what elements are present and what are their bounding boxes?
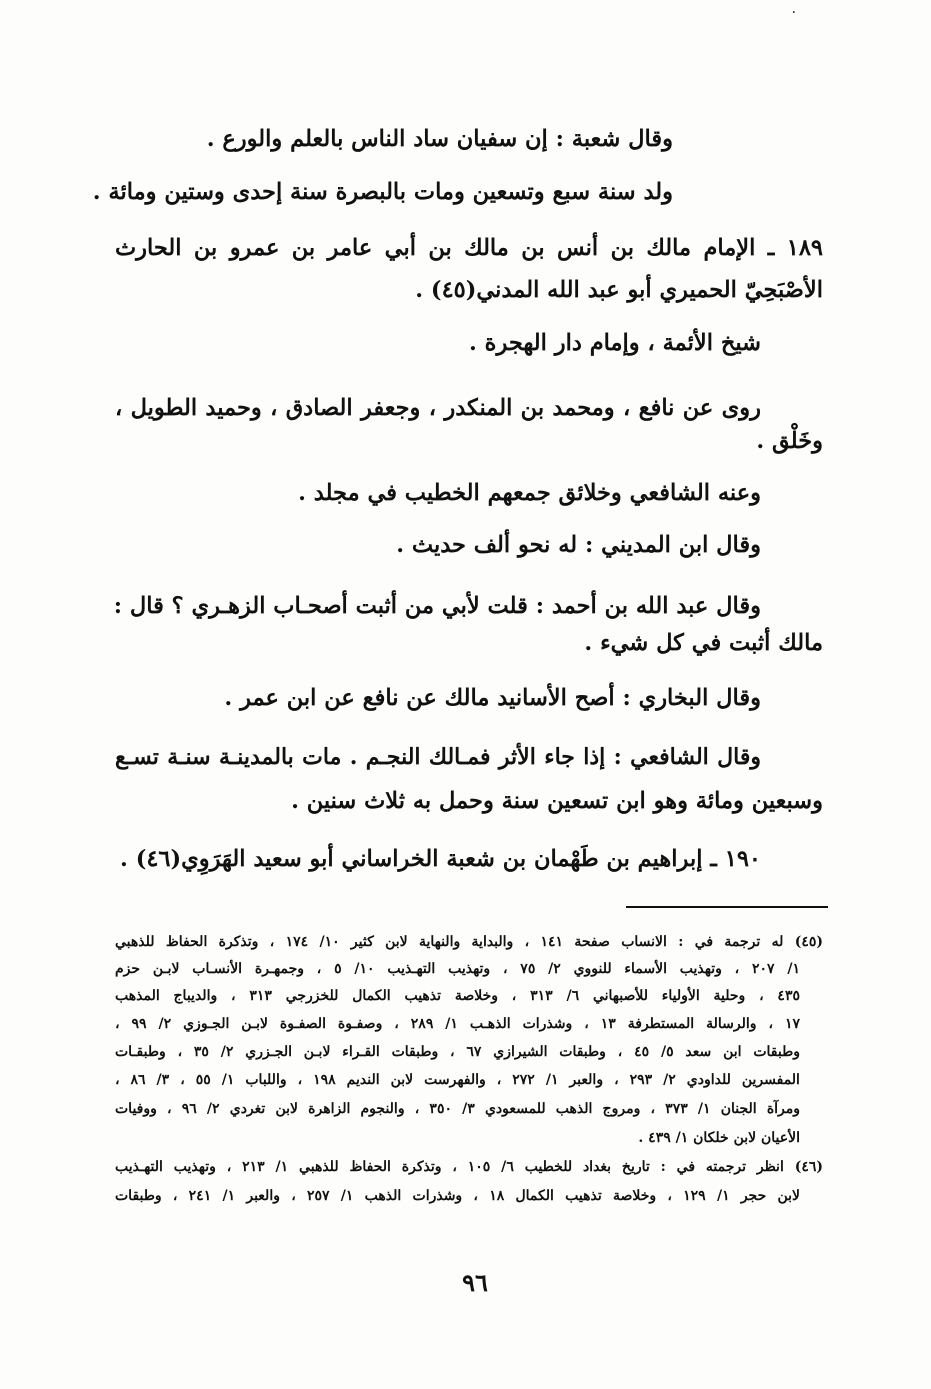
- footnote-line: ١٧ ، والرسالة المستطرفة ١٣ ، وشذرات الذهـب ١/ ٢٨٩ ، وصفـوة الصفـوة لابـن الجـوزي ٢/ ٩٩ ،: [115, 1016, 800, 1032]
- footnote-line: (٤٦) انظر ترجمته في : تاريخ بغداد للخطيب ٦/ ١٠٥ ، وتذكرة الحفاظ للذهبي ١/ ٢١٣ ، وتهذيب التهـذيب: [115, 1159, 823, 1175]
- body-line: وقال ابن المديني : له نحو ألف حديث .: [396, 532, 761, 558]
- body-line: وقال الشافعي : إذا جاء الأثر فمـالك النجـم . مات بالمدينـة سنـة تسـع: [115, 744, 761, 770]
- footnote-line: الأعيان لابن خلكان ١/ ٤٣٩ .: [638, 1130, 800, 1146]
- footnote-line: (٤٥) له ترجمة في : الانساب صفحة ١٤١ ، والبداية والنهاية لابن كثير ١٠/ ١٧٤ ، وتذكرة الحفاظ للذهبي: [115, 934, 823, 950]
- footnote-separator: [626, 906, 828, 908]
- footnote-line: ومرآة الجنان ١/ ٣٧٣ ، ومروج الذهب للمسعودي ٣/ ٣٥٠ ، والنجوم الزاهرة لابن تغردي ٢/ ٩٦ ، ووفيات: [115, 1101, 801, 1117]
- footnote-line: المفسرين للداودي ٢/ ٢٩٣ ، والعبر ١/ ٢٧٢ ، والفهرست لابن النديم ١٩٨ ، واللباب ١/ ٥٥ ، ٣/ ٨٦ ،: [115, 1072, 800, 1088]
- page-number: ٩٦: [462, 1268, 488, 1297]
- corner-mark: ٠: [790, 4, 798, 20]
- body-line: روى عن نافع ، ومحمد بن المنكدر ، وجعفر الصادق ، وحميد الطويل ،: [115, 395, 761, 421]
- body-line: ١٩٠ ـ إبراهيم بن طَهْمان بن شعبة الخراساني أبو سعيد الهَرَوِي(٤٦) .: [120, 846, 761, 872]
- body-line: الأصْبَحِيّ الحميري أبو عبد الله المدني(٤٥) .: [415, 277, 823, 303]
- body-line: مالك أثبت في كل شيء .: [584, 630, 823, 656]
- body-line: ١٨٩ ـ الإمام مالك بن أنس بن مالك بن أبي عامر بن عمرو بن الحارث: [115, 235, 823, 261]
- body-line: وقال عبد الله بن أحمد : قلت لأبي من أثبت أصحـاب الزهـري ؟ قال :: [113, 593, 761, 619]
- footnote-line: لابن حجر ١/ ١٢٩ ، وخلاصة تذهيب الكمال ١٨ ، وشذرات الذهب ١/ ٢٥٧ ، والعبر ١/ ٢٤١ ، وطبقات: [115, 1188, 801, 1204]
- body-line: وعنه الشافعي وخلائق جمعهم الخطيب في مجلد .: [298, 480, 761, 506]
- footnote-line: وطبقات ابن سعد ٥/ ٤٥ ، وطبقات الشيرازي ٦٧ ، وطبقات القـراء لابـن الجـزري ٢/ ٣٥ ، وطبقـات: [115, 1044, 800, 1060]
- body-line: ولد سنة سبع وتسعين ومات بالبصرة سنة إحدى وستين ومائة .: [92, 179, 673, 205]
- body-line: وسبعين ومائة وهو ابن تسعين سنة وحمل به ثلاث سنين .: [291, 788, 823, 814]
- body-line: وقال البخاري : أصح الأسانيد مالك عن نافع عن ابن عمر .: [224, 685, 761, 711]
- body-line: وخَلْق .: [756, 428, 823, 454]
- body-line: وقال شعبة : إن سفيان ساد الناس بالعلم والورع .: [206, 126, 673, 152]
- footnote-line: ٤٣٥ ، وحلية الأولياء للأصبهاني ٦/ ٣١٣ ، وخلاصة تذهيب الكمال للخزرجي ٣١٣ ، والديباج المذهب: [115, 988, 800, 1004]
- footnote-line: ١/ ٢٠٧ ، وتهذيب الأسماء للنووي ٢/ ٧٥ ، وتهذيب التهـذيب ١٠/ ٥ ، وجمهـرة الأنسـاب لابـن حزم: [115, 961, 800, 977]
- body-line: شيخ الأئمة ، وإمام دار الهجرة .: [469, 330, 761, 356]
